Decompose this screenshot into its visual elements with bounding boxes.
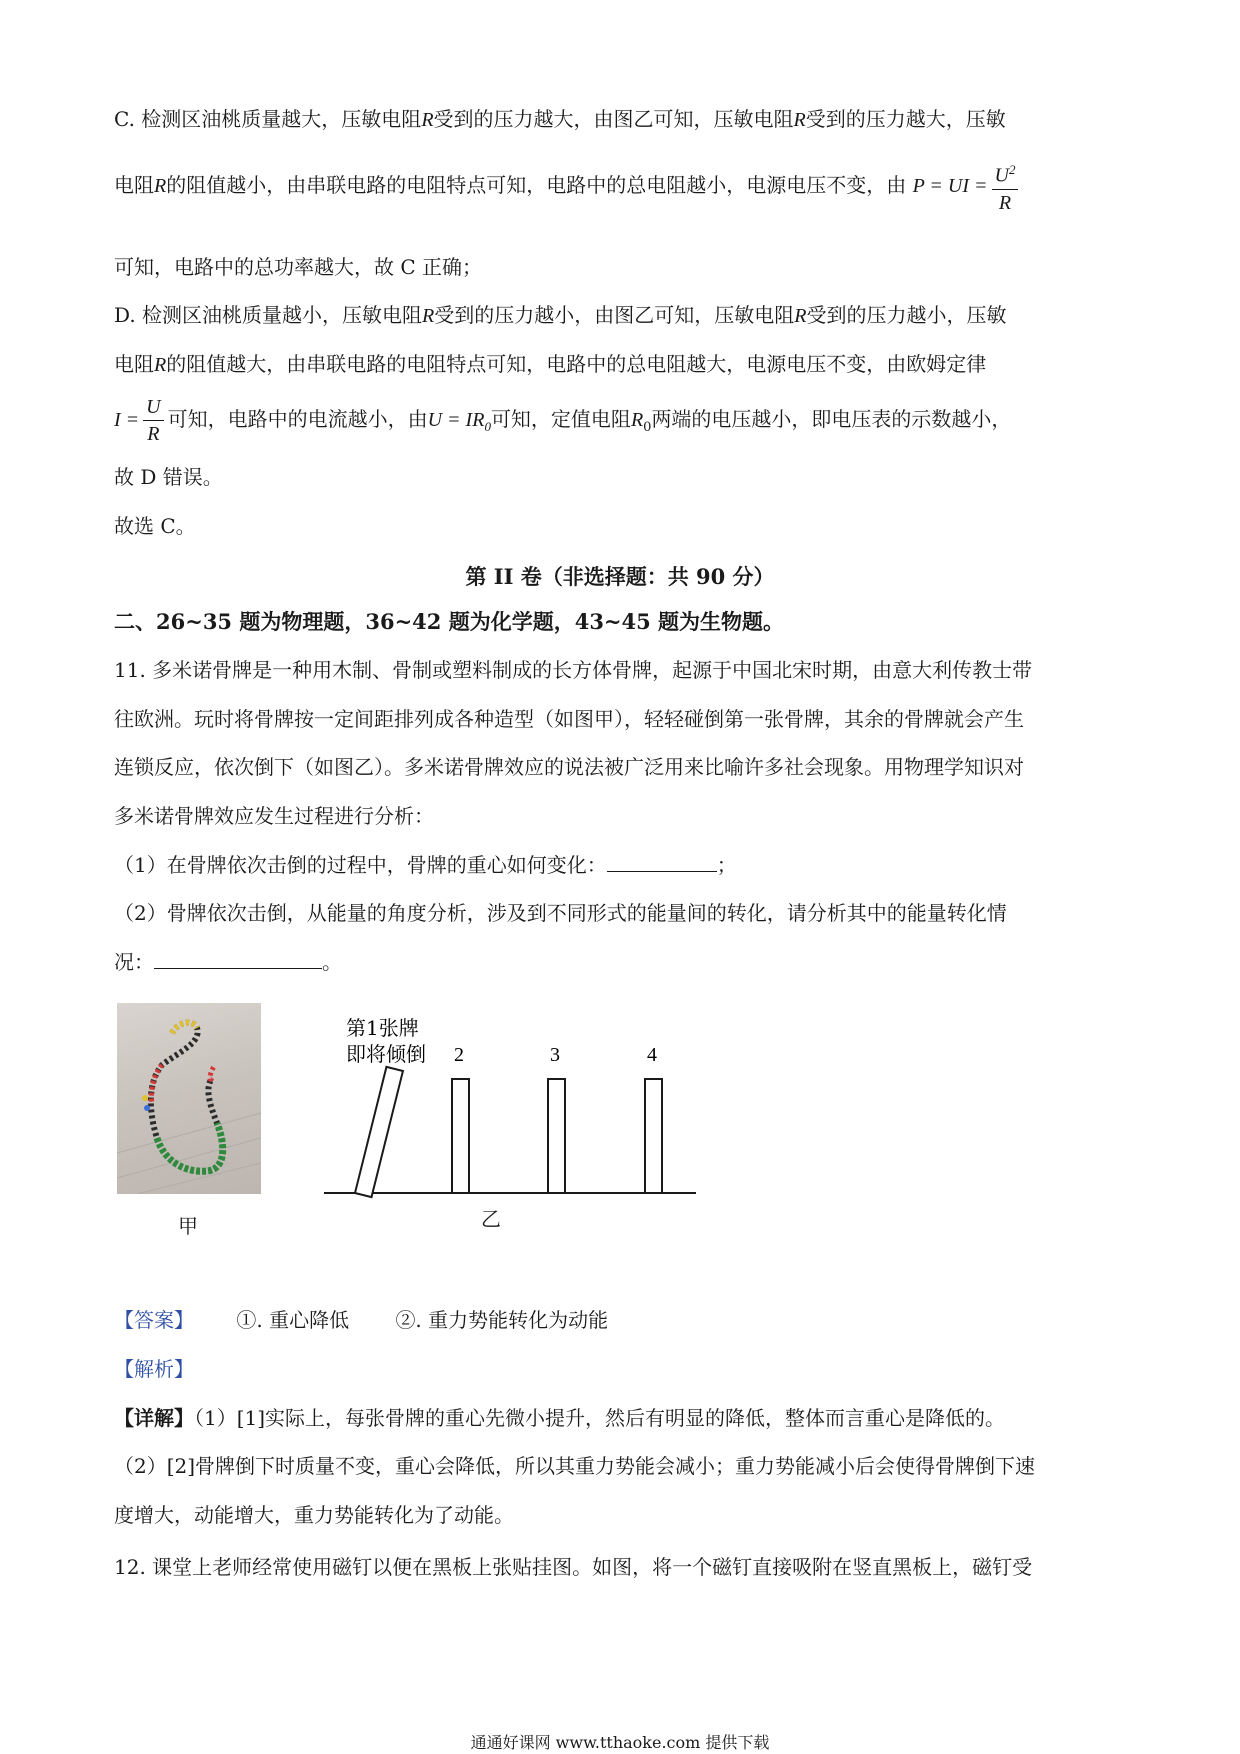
detail-line-3: 度增大，动能增大，重力势能转化为了动能。 (114, 1503, 514, 1527)
choice-statement: 故选 C。 (114, 514, 196, 538)
answer-blank-2 (154, 968, 322, 969)
q11-line-3: 连锁反应，依次倒下（如图乙）。多米诺骨牌效应的说法被广泛用来比喻许多社会现象。用物理学知识对 (114, 755, 1024, 779)
q11-line-4: 多米诺骨牌效应发生过程进行分析： (114, 804, 434, 828)
answer-tag: 【答案】 (114, 1308, 194, 1332)
label-first-line-2: 即将倾倒 (346, 1042, 426, 1066)
domino-1-falling (355, 1067, 403, 1197)
q11-part-1: （1）在骨牌依次击倒的过程中，骨牌的重心如何变化： ； (114, 853, 737, 877)
footer: 通通好课网 www.tthaoke.com 提供下载 (470, 1733, 770, 1752)
answer-blank-1 (607, 871, 717, 872)
option-c-line-1: C. 检测区油桃质量越大，压敏电阻R受到的压力越大，由图乙可知，压敏电阻R受到的压力越大，压敏 (114, 107, 1006, 131)
option-d-line-4: 故 D 错误。 (114, 465, 223, 489)
q11-line-2: 往欧洲。玩时将骨牌按一定间距排列成各种造型（如图甲），轻轻碰倒第一张骨牌，其余的骨牌就会产生 (114, 707, 1024, 731)
q11-part-2: （2）骨牌依次击倒，从能量的角度分析，涉及到不同形式的能量间的转化，请分析其中的能量转化情 (114, 901, 1007, 925)
domino-4 (645, 1079, 662, 1193)
detail-line-1: 【详解】（1）[1]实际上，每张骨牌的重心先微小提升，然后有明显的降低，整体而言重心是降低的。 (114, 1406, 1006, 1430)
section-title: 第 II 卷（非选择题：共 90 分） (465, 564, 775, 589)
figure-caption-yi: 乙 (481, 1207, 501, 1231)
label-2: 2 (454, 1044, 464, 1066)
domino-photo (117, 1003, 261, 1194)
detail-tag: 【详解】 (114, 1406, 194, 1430)
analysis-tag: 【解析】 (114, 1357, 194, 1381)
q11-part-2-cont: 况： 。 (114, 950, 342, 974)
option-d-line-3: I = $\frac{U}{R}$ 可知，电路中的电流越小，由$U = IR_0$可知，定值电阻$R_0$两端的电压越小，即电压表的示数越小， (114, 396, 1012, 445)
answer-line: 【答案】 ①. 重心降低 ②. 重力势能转化为动能 (114, 1308, 609, 1332)
option-c-line-3: 可知，电路中的总功率越大，故 C 正确； (114, 255, 483, 279)
detail-line-2: （2）[2]骨牌倒下时质量不变，重心会降低，所以其重力势能会减小；重力势能减小后会使得骨牌倒下速 (114, 1454, 1036, 1478)
option-d-line-2: 电阻R的阻值越大，由串联电路的电阻特点可知，电路中的总电阻越大，电源电压不变，由欧姆定律 (114, 352, 987, 376)
q12-line-1: 12. 课堂上老师经常使用磁钉以便在黑板上张贴挂图。如图，将一个磁钉直接吸附在竖直黑板上，磁钉受 (114, 1555, 1033, 1579)
domino-3 (548, 1079, 565, 1193)
label-first-line-1: 第1张牌 (346, 1016, 419, 1040)
q11-line-1: 11. 多米诺骨牌是一种用木制、骨制或塑料制成的长方体骨牌，起源于中国北宋时期，由意大利传教士带 (114, 658, 1033, 682)
section-part-heading: 二、26~35 题为物理题，36~42 题为化学题，43~45 题为生物题。 (114, 609, 785, 634)
option-d-line-1: D. 检测区油桃质量越小，压敏电阻R受到的压力越小，由图乙可知，压敏电阻R受到的压力越小，压敏 (114, 303, 1007, 327)
fraction-u2-over-r: $\frac{U^2}{R}$ (992, 157, 1019, 216)
figure-caption-jia: 甲 (178, 1214, 198, 1238)
label-3: 3 (550, 1044, 560, 1066)
domino-2 (452, 1079, 469, 1193)
domino-diagram (300, 1015, 710, 1205)
label-4: 4 (647, 1044, 657, 1066)
fraction-u-over-r: $\frac{U}{R}$ (143, 394, 163, 447)
option-c-line-2: 电阻R的阻值越小，由串联电路的电阻特点可知，电路中的总电阻越小，电源电压不变，由 P = UI = $\frac{U^2}{R}$ (114, 156, 1022, 216)
domino-photo-drawing (117, 1003, 261, 1194)
